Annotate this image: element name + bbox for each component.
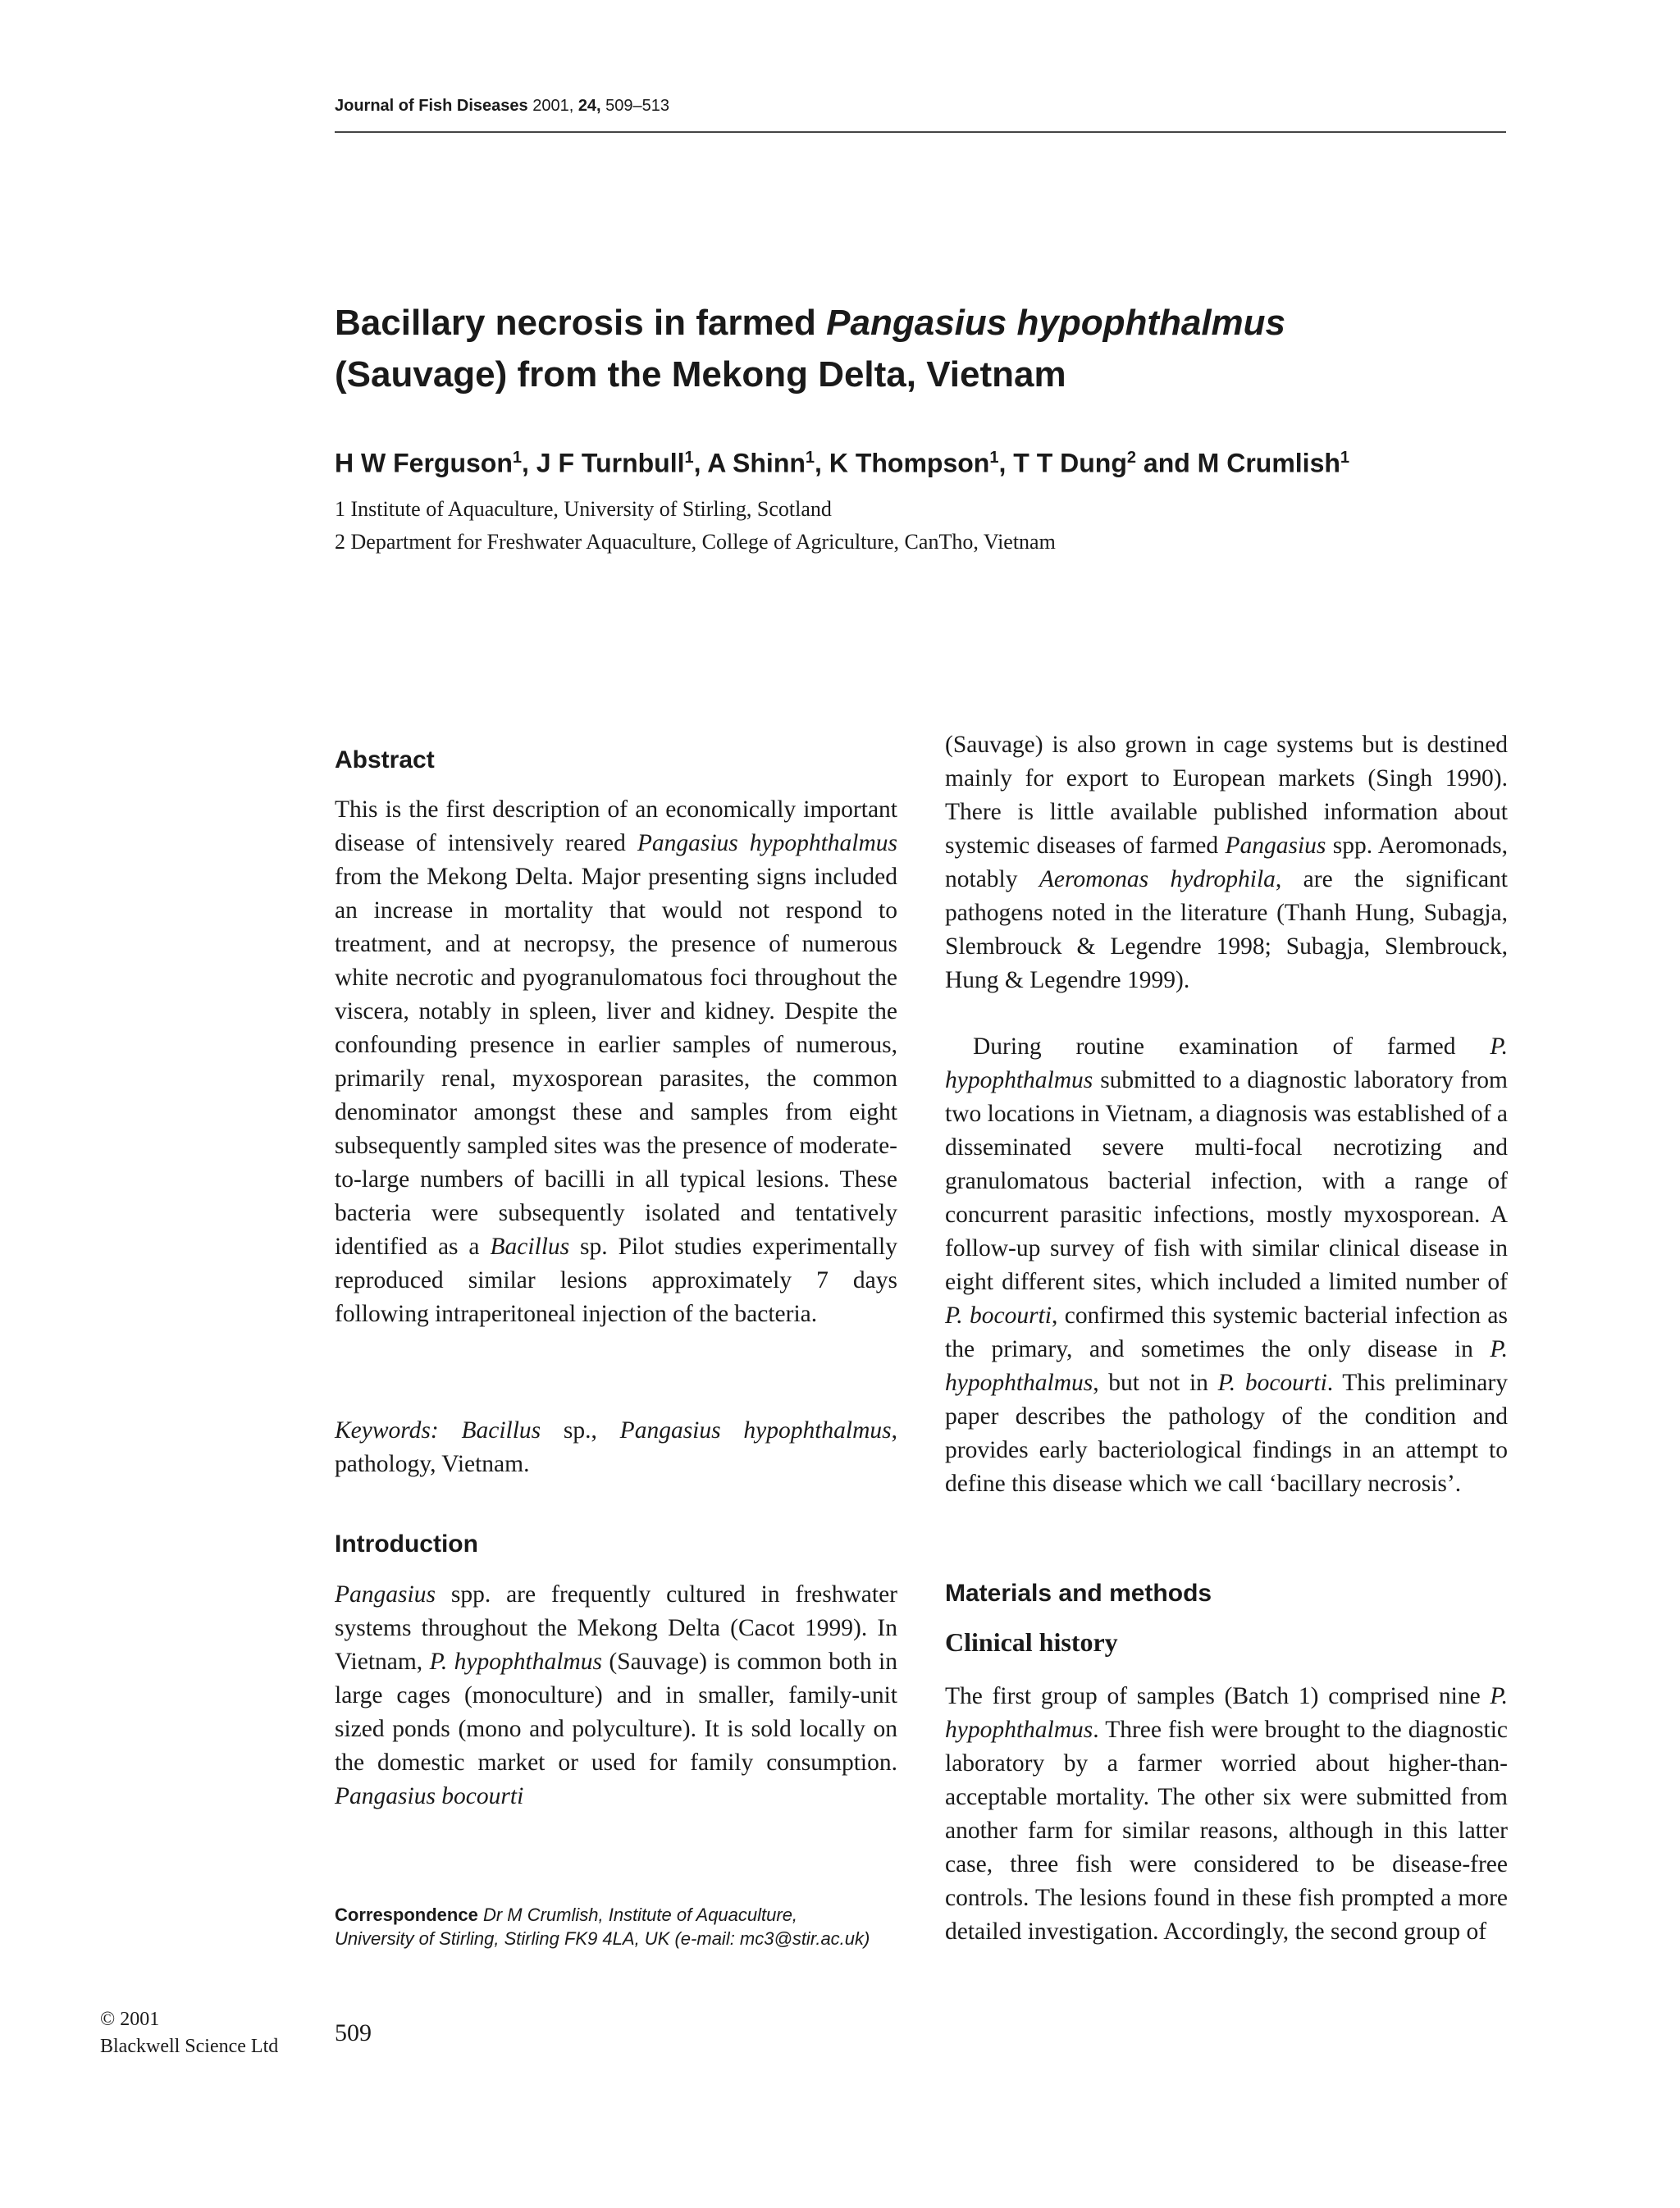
- author: J F Turnbull: [536, 448, 685, 478]
- title-text-1: Bacillary necrosis in farmed: [335, 303, 827, 343]
- methods-text: . Three fish were brought to the diagnostic laboratory by a farmer worried about higher-than-acceptable mortality. The other six were submitted from another farm for similar reasons, although in this latter case, three fish were considered to be disease-free controls. The lesions found in these fish prompted a more detailed investigation. Accordingly, the second group of: [945, 1717, 1508, 1945]
- journal-year: 2001,: [532, 97, 578, 115]
- author-separator: ,: [998, 448, 1014, 478]
- affiliation-2: 2 Department for Freshwater Aquaculture, College of Agriculture, CanTho, Vietnam: [335, 530, 1056, 554]
- author-separator: ,: [815, 448, 829, 478]
- title-species: Pangasius hypophthalmus: [826, 303, 1286, 343]
- article-title: [335, 297, 1516, 400]
- publisher: Blackwell Science Ltd: [100, 2036, 279, 2057]
- journal-volume: 24,: [578, 97, 601, 115]
- species-name: P. bocourti: [1217, 1370, 1327, 1396]
- author: T T Dung: [1013, 448, 1127, 478]
- introduction-heading: Introduction: [335, 1531, 478, 1558]
- author-affiliation-mark: 1: [512, 449, 522, 467]
- correspondence-label: Correspondence: [335, 1905, 478, 1925]
- species-name: P. hypophthalmus: [429, 1649, 602, 1675]
- abstract-species: Pangasius hypophthalmus: [637, 830, 898, 856]
- intro-text: (Sauvage) is common both in large cages (monoculture) and in smaller, family-unit sized ponds (mono and polyculture). It is sold locally on the domestic market or used for family consumption.: [335, 1649, 898, 1776]
- keyword: Bacillus: [461, 1417, 541, 1444]
- author-affiliation-mark: 1: [684, 449, 694, 467]
- methods-heading: Materials and methods: [945, 1580, 1212, 1607]
- affiliation-1: 1 Institute of Aquaculture, University of Stirling, Scotland: [335, 497, 832, 521]
- author: A Shinn: [707, 448, 806, 478]
- author: K Thompson: [829, 448, 990, 478]
- intro-text: , but not in: [1093, 1370, 1218, 1396]
- author: H W Ferguson: [335, 448, 513, 478]
- header-divider: [335, 131, 1506, 133]
- species-name: Aeromonas hydrophila: [1039, 866, 1276, 892]
- species-name: Pangasius bocourti: [335, 1783, 524, 1809]
- intro-text: spp. Aeromonads, notably: [945, 833, 1508, 892]
- introduction-paragraph-1: [335, 1578, 897, 1813]
- intro-text: During routine examination of farmed: [973, 1033, 1491, 1060]
- abstract-text-part: sp. Pilot studies experimentally reproduced similar lesions approximately 7 days following intraperitoneal injection of the bacteria.: [335, 1234, 897, 1327]
- abstract-text: [335, 793, 897, 1331]
- abstract-genus: Bacillus: [490, 1234, 570, 1260]
- introduction-paragraph-1-continued: [945, 728, 1508, 997]
- intro-text: (Sauvage) is also grown in cage systems but is destined mainly for export to European markets (Singh 1990). There is little available published information about systemic diseases of farmed: [945, 732, 1508, 859]
- species-name: P. bocourti: [945, 1302, 1052, 1329]
- introduction-paragraph-2: [945, 1030, 1508, 1501]
- author-affiliation-mark: 1: [805, 449, 815, 467]
- methods-text: The first group of samples (Batch 1) comprised nine: [945, 1683, 1491, 1709]
- running-header: [335, 97, 1506, 116]
- intro-text: spp. are frequently cultured in freshwater systems throughout the Mekong Delta (Cacot 1999). In Vietnam,: [335, 1581, 897, 1675]
- copyright-notice: [100, 2006, 278, 2060]
- abstract-heading: Abstract: [335, 746, 435, 773]
- author-affiliation-mark: 1: [989, 449, 999, 467]
- species-name: Pangasius: [335, 1581, 436, 1608]
- copyright-year: © 2001: [100, 2009, 160, 2030]
- keyword-sep: sp.,: [541, 1417, 620, 1444]
- author: M Crumlish: [1197, 448, 1340, 478]
- abstract-text-part: This is the first description of an economically important disease of intensively reared: [335, 796, 897, 856]
- author-separator: ,: [522, 448, 536, 478]
- correspondence-text: Dr M Crumlish, Institute of Aquaculture, University of Stirling, Stirling FK9 4LA, UK (e-mail: mc3@stir.ac.uk): [335, 1905, 870, 1949]
- keywords-label: Keywords:: [335, 1417, 462, 1444]
- intro-text: submitted to a diagnostic laboratory from two locations in Vietnam, a diagnosis was established of a disseminated severe multi-focal necrotizing and granulomatous bacterial infection, with a range of concurrent parasitic infections, mostly myxosporean. A follow-up survey of fish with similar clinical disease in eight different sites, which included a limited number of: [945, 1067, 1508, 1295]
- author-affiliation-mark: 1: [1340, 449, 1350, 467]
- author-separator: ,: [693, 448, 708, 478]
- clinical-history-paragraph: [945, 1680, 1508, 1949]
- author-separator: and: [1136, 448, 1198, 478]
- species-name: Pangasius: [1225, 833, 1326, 859]
- species-name: P. hypophthalmus: [945, 1336, 1508, 1396]
- intro-text: , are the significant pathogens noted in the literature (Thanh Hung, Subagja, Slembrouck & Legendre 1998; Subagja, Slembrouck, Hung & Legendre 1999).: [945, 866, 1509, 993]
- correspondence-note: [335, 1903, 876, 1950]
- page-number: 509: [335, 2019, 372, 2046]
- keyword-rest: , pathology, Vietnam.: [335, 1417, 897, 1477]
- species-name: P. hypophthalmus: [945, 1033, 1508, 1093]
- author-list: [335, 440, 1516, 481]
- author-affiliation-mark: 2: [1126, 449, 1136, 467]
- abstract-text-part: from the Mekong Delta. Major presenting signs included an increase in mortality that would not respond to treatment, and at necropsy, the presence of numerous white necrotic and pyogranulomatous foci throughout the viscera, notably in spleen, liver and kidney. Despite the confounding presence in earlier samples of numerous, primarily renal, myxosporean parasites, the common denominator amongst these and samples from eight subsequently sampled sites was the presence of moderate-to-large numbers of bacilli in all typical lesions. These bacteria were subsequently isolated and tentatively identified as a: [335, 864, 897, 1260]
- species-name: P. hypophthalmus: [945, 1683, 1508, 1743]
- title-text-2: (Sauvage) from the Mekong Delta, Vietnam: [335, 354, 1066, 395]
- journal-name: Journal of Fish Diseases: [335, 97, 528, 115]
- journal-pages: 509–513: [600, 97, 670, 115]
- intro-text: . This preliminary paper describes the pathology of the condition and provides early bacteriological findings in an attempt to define this disease which we call ‘bacillary necrosis’.: [945, 1370, 1508, 1497]
- intro-text: , confirmed this systemic bacterial infection as the primary, and sometimes the only disease in: [945, 1302, 1509, 1362]
- keyword: Pangasius hypophthalmus: [619, 1417, 892, 1444]
- keywords: [335, 1414, 897, 1481]
- clinical-history-heading: Clinical history: [945, 1627, 1118, 1657]
